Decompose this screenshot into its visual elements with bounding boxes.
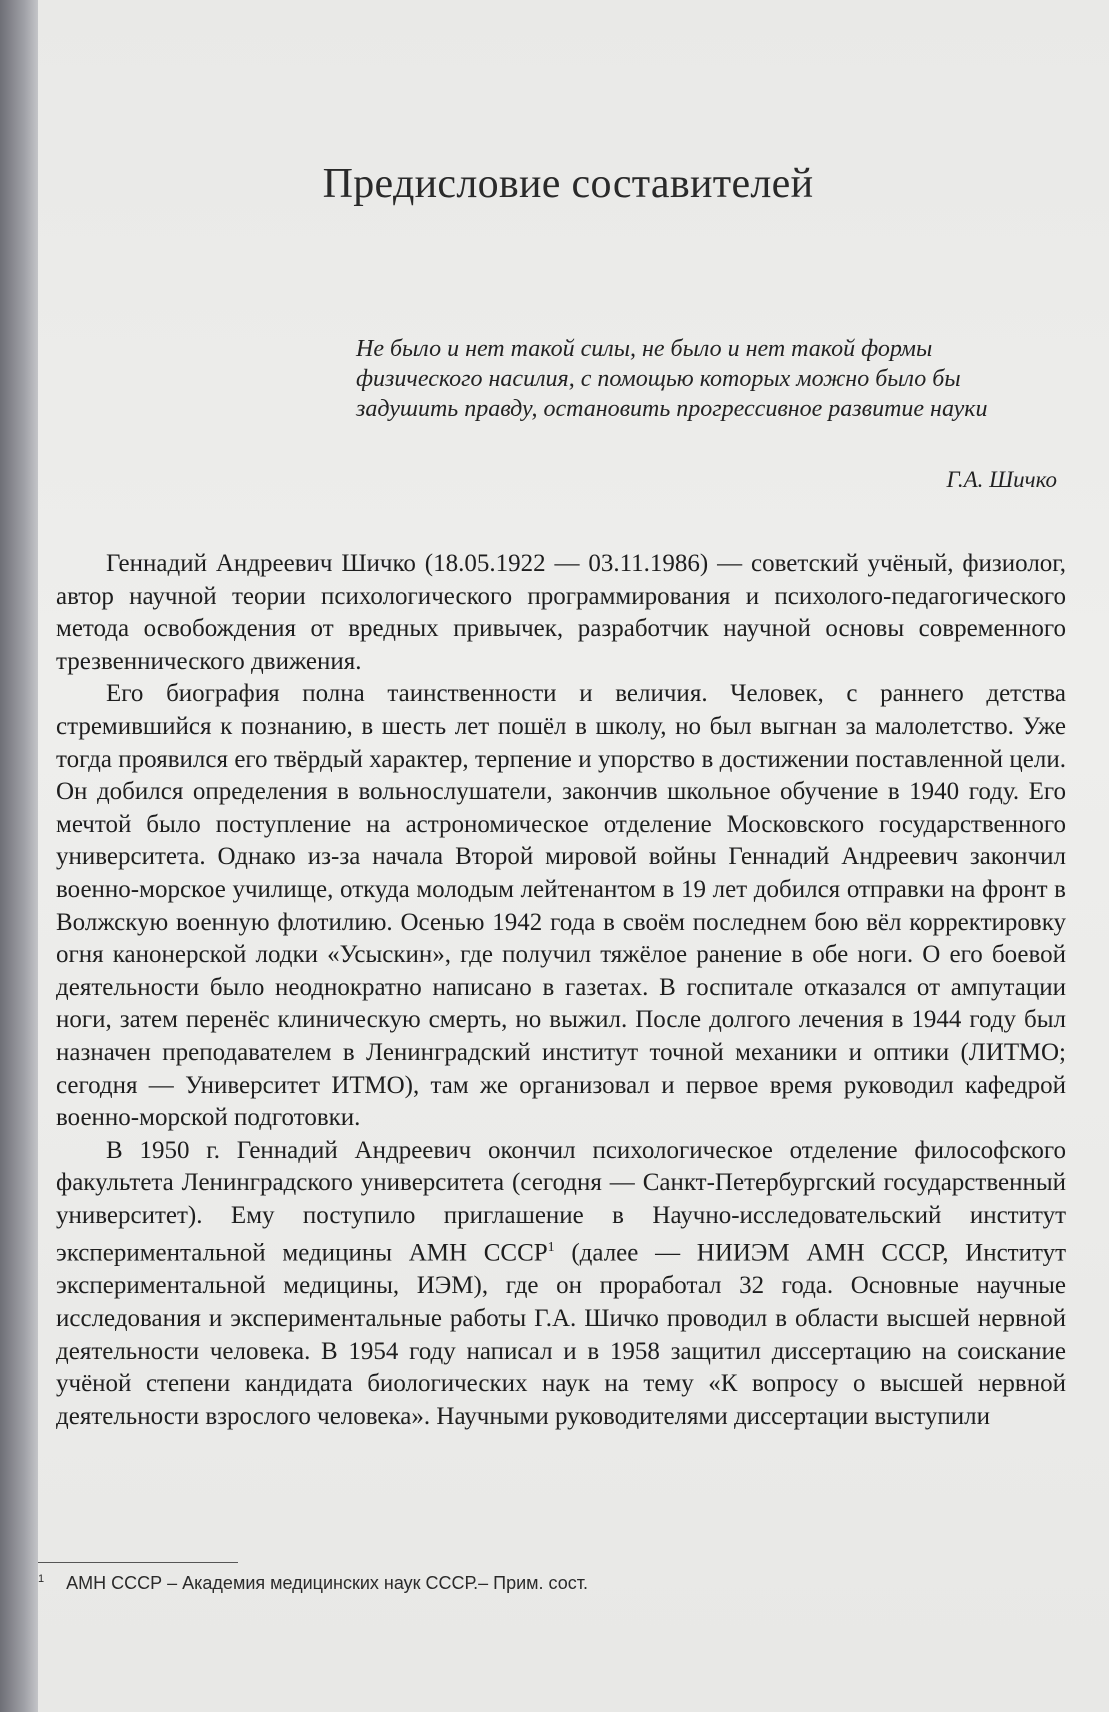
- footnote-text: АМН СССР – Академия медицинских наук СССР.– Прим. сост.: [66, 1573, 588, 1593]
- paragraph-3: [56, 1135, 1066, 1434]
- epigraph-quote: Не было и нет такой силы, не было и нет такой формы физического насилия, с помощью которых можно было бы задушить правду, остановить прогрессивное развитие науки: [356, 336, 988, 422]
- paragraph-1: Геннадий Андреевич Шичко (18.05.1922 — 03.11.1986) — советский учёный, физиолог, автор научной теории психологического программирования и психолого-педагогического метода освобождения от вредных привычек, разработчик научной основы современного трезвеннического движения.: [56, 550, 1066, 675]
- footnote-reference: 1: [547, 1240, 555, 1256]
- page-edge-shadow: [0, 0, 40, 1712]
- footnote: [38, 1573, 1038, 1594]
- footnote-mark: 1: [38, 1573, 45, 1585]
- main-text: [56, 548, 1066, 1433]
- paragraph-3-part-2: (далее — НИИЭМ АМН СССР, Институт экспериментальной медицины, ИЭМ), где он проработал 32 года. Основные научные исследования и экспериментальные работы Г.А. Шичко проводил в области высшей нервной деятельности человека. В 1954 году написал и в 1958 защитил диссертацию на соискание учёной степени кандидата биологических наук на тему «К вопросу о высшей нервной деятельности взрослого человека». Научными руководителями диссертации выступили: [56, 1239, 1066, 1430]
- bleed-through-text: [98, 82, 1058, 502]
- paragraph-3-part-1: В 1950 г. Геннадий Андреевич окончил психологическое отделение философского факультета Ленинградского университета (сегодня — Санкт-Петербургский государственный университет). Ему поступило приглашение в Научно-исследовательский институт экспериментальной медицины АМН СССР: [56, 1136, 1066, 1267]
- paragraph-2: Его биография полна таинственности и величия. Человек, с раннего детства стремившийся к познанию, в шесть лет пошёл в школу, но был выгнан за малолетство. Уже тогда проявился его твёрдый характер, терпение и упорство в достижении поставленной цели. Он добился определения в вольнослушатели, закончив школьное обучение в 1940 году. Его мечтой было поступление на астрономическое отделение Московского государственного университета. Однако из-за начала Второй мировой войны Геннадий Андреевич закончил военно-морское училище, откуда молодым лейтенантом в 19 лет добился отправки на фронт в Волжскую военную флотилию. Осенью 1942 года в своём последнем бою вёл корректировку огня канонерской лодки «Усыскин», где получил тяжёлое ранение в обе ноги. О его боевой деятельности было неоднократно написано в газетах. В госпитале отказался от ампутации ноги, затем перенёс клиническую смерть, но выжил. После долгого лечения в 1944 году был назначен преподавателем в Ленинградский институт точной механики и оптики (ЛИТМО; сегодня — Университет ИТМО), там же организовал и первое время руководил кафедрой военно-морской подготовки.: [56, 680, 1066, 1132]
- book-page: [38, 0, 1109, 1712]
- footnote-divider: [38, 1562, 238, 1563]
- epigraph-author: Г.А. Шичко: [946, 467, 1057, 492]
- page-title: Предисловие составителей: [322, 161, 814, 207]
